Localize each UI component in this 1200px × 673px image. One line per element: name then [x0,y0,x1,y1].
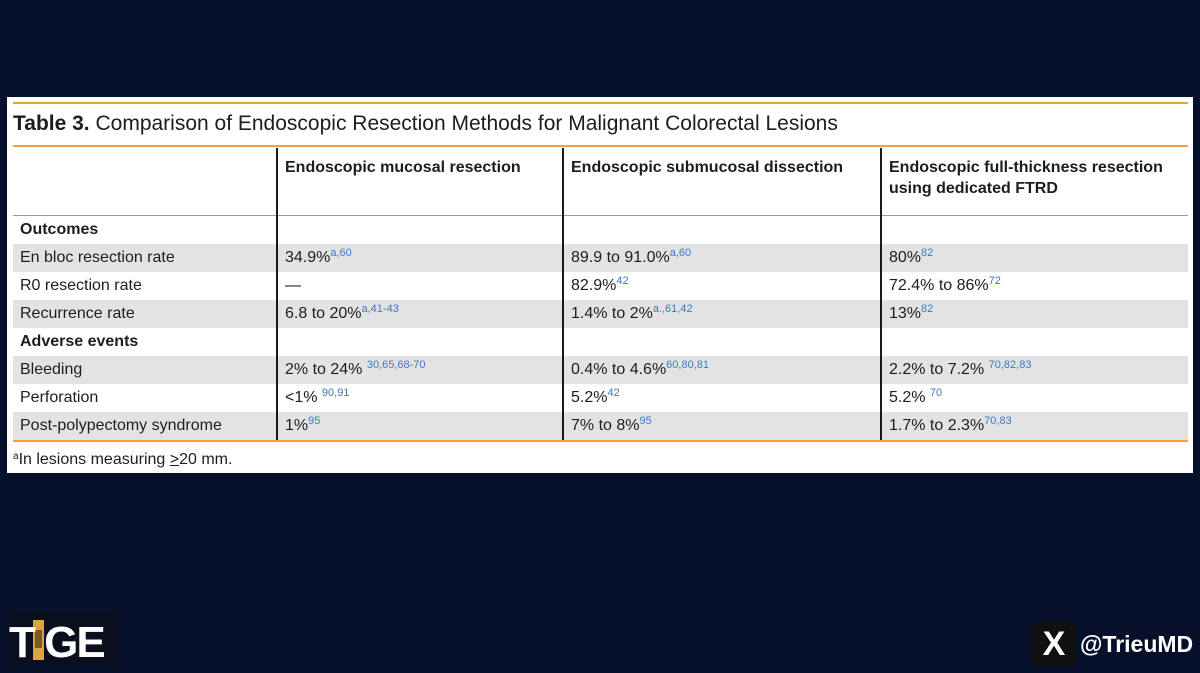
cell-esd: 0.4% to 4.6%$^{60,80,81}$ [563,356,881,384]
reference: 30,65,68-70 [366,359,426,371]
cell-esd: 89.9 to 91.0%$^{a,60}$ [563,244,881,272]
cell-eftr: 1.7% to 2.3%$^{70,83}$ [881,412,1188,441]
table-panel [7,97,1193,473]
row-label: En bloc resection rate [13,244,277,272]
handle-text: @TrieuMD [1080,630,1194,657]
reference: 60,80,81 [666,359,709,371]
header-emr: Endoscopic mucosal resection [277,148,563,216]
section-label: Adverse events [20,333,139,350]
title-rule [13,145,1188,147]
reference: 70 [929,387,943,399]
reference: 42 [616,275,629,287]
row-label: Perforation [20,389,99,406]
section-label: Outcomes [20,221,99,238]
row-label: Bleeding [13,356,277,384]
table-row [13,272,1188,300]
row-label: R0 resection rate [20,277,142,294]
cell-esd: 1.4% to 2%$^{a.,61,42}$ [563,300,881,328]
reference: 70,83 [984,415,1012,427]
cell-emr: 34.9%$^{a,60}$ [277,244,563,272]
table-title [13,112,838,136]
reference: a,41-43 [361,303,399,315]
reference: a,60 [669,247,692,259]
reference: 95 [308,415,321,427]
reference: 90,91 [321,387,350,399]
cell-eftr: 2.2% to 7.2% $^{70,82,83}$ [881,356,1188,384]
x-icon: X [1032,622,1076,666]
section-row-outcomes [13,216,1188,245]
table-row [13,300,1188,328]
reference: 82 [921,247,934,259]
table-caption: Comparison of Endoscopic Resection Methods for Malignant Colorectal Lesions [89,112,838,135]
comparison-table [13,148,1188,442]
top-rule [13,102,1188,104]
reference: 42 [607,387,620,399]
reference: 72 [988,275,1001,287]
table-row [13,356,1188,384]
cell-esd: 5.2%$^{42}$ [563,384,881,412]
cell-eftr: 13%$^{82}$ [881,300,1188,328]
cell-eftr: 80%$^{82}$ [881,244,1188,272]
section-row-adverse-events [13,328,1188,356]
table-row [13,244,1188,272]
header-esd: Endoscopic submucosal dissection [563,148,881,216]
cell-esd: 82.9%$^{42}$ [563,272,881,300]
row-label: Post-polypectomy syndrome [13,412,277,441]
cell-emr: 6.8 to 20%$^{a,41-43}$ [277,300,563,328]
reference: a,60 [330,247,352,259]
reference: a.,61,42 [652,303,693,315]
tige-logo [9,612,118,667]
reference: 82 [921,303,934,315]
cell-esd: 7% to 8%$^{95}$ [563,412,881,441]
row-label: Recurrence rate [13,300,277,328]
cell-emr: — [277,272,563,300]
social-handle[interactable] [1032,621,1193,667]
cell-emr: 1%$^{95}$ [277,412,563,441]
table-row [13,384,1188,412]
cell-eftr: 72.4% to 86%$^{72}$ [881,272,1188,300]
table-number: Table 3. [13,112,90,135]
logo-wordmark: T GE [9,618,104,667]
cell-emr: 2% to 24% $^{30,65,68-70}$ [277,356,563,384]
header-row [13,148,1188,216]
reference: 95 [639,415,652,427]
table-row [13,412,1188,441]
cell-eftr: 5.2% $^{70}$ [881,384,1188,412]
header-empty [13,148,277,216]
reference: 70,82,83 [988,359,1032,371]
table-footnote: $^a$In lesions measuring >20 mm. [13,451,233,468]
cell-emr: <1% $^{90,91}$ [277,384,563,412]
header-eftr: Endoscopic full-thickness resection using dedicated FTRD [881,148,1188,216]
